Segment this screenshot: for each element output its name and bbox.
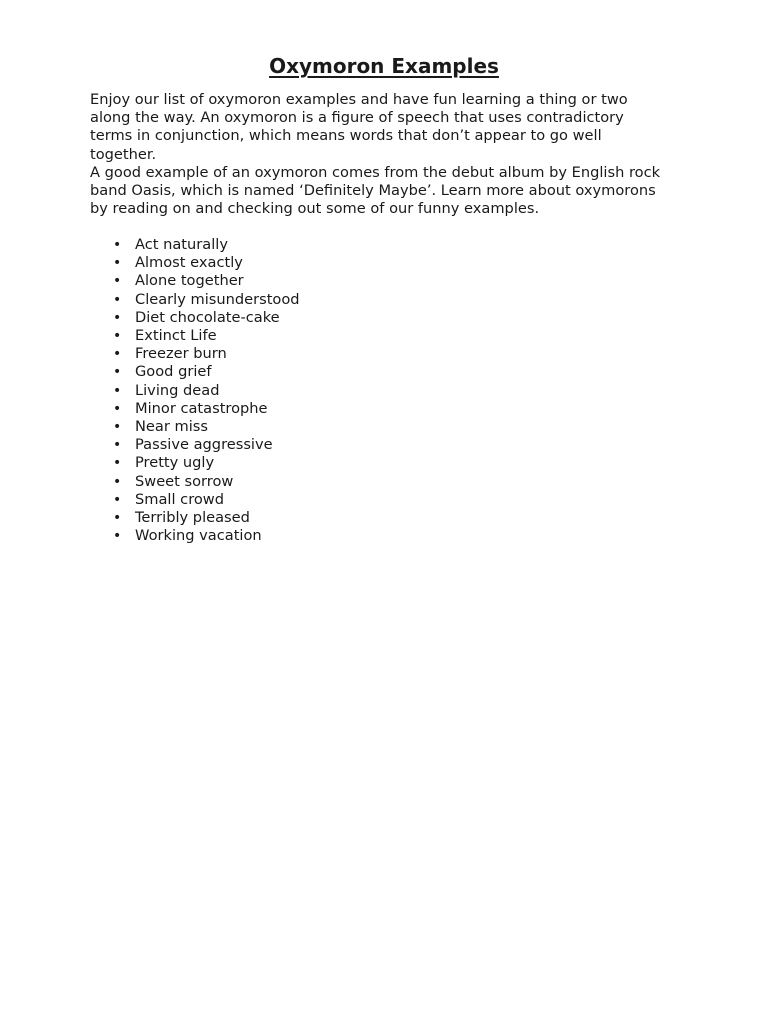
list-item [90,400,300,418]
list-item [90,327,300,345]
list-item-label: Passive aggressive [135,436,273,454]
list-item-label: Small crowd [135,490,225,508]
list-item-label: Living dead [135,381,220,399]
list-item-label: Act naturally [135,236,228,253]
list-item-label: Diet chocolate-cake [135,308,280,326]
list-item-label: Extinct Life [135,327,217,345]
list-item [90,491,300,509]
list-item-label: Sweet sorrow [135,472,234,490]
list-item [90,454,300,472]
bullet-icon: • [113,346,122,363]
bullet-icon: • [113,455,122,472]
bullet-icon: • [113,382,122,399]
list-item [90,363,300,381]
bullet-icon: • [113,255,122,272]
list-item-label: Good grief [135,363,212,381]
list-item [90,291,300,309]
bullet-icon: • [113,510,122,527]
list-item [90,382,300,400]
bullet-icon: • [113,291,122,308]
list-item [90,418,300,436]
list-item [90,236,300,254]
list-item [90,509,300,527]
list-item [90,345,300,363]
list-item-label: Almost exactly [135,254,243,272]
list-item-label: Working vacation [135,527,262,545]
list-item-label: Near miss [135,418,208,436]
bullet-icon: • [113,237,122,253]
list-item-label: Freezer burn [135,345,227,363]
list-item-label: Pretty ugly [135,454,215,472]
intro-text [90,91,670,218]
bullet-icon: • [113,419,122,436]
bullet-icon: • [113,473,122,490]
list-item [90,309,300,327]
list-item [90,272,300,290]
list-item [90,473,300,491]
list-item [90,254,300,272]
list-item-label: Terribly pleased [135,509,250,527]
bullet-icon: • [113,309,122,326]
examples-list [90,236,300,545]
list-item-label: Alone together [135,272,244,290]
bullet-icon: • [113,273,122,290]
list-item-label: Clearly misunderstood [135,290,300,308]
bullet-icon: • [113,400,122,417]
bullet-icon: • [113,328,122,345]
oasis-paragraph: A good example of an oxymoron comes from the debut album by English rock band Oasis, which is named ‘Definitely Maybe’. Learn more about oxymorons by reading on and checking out some of our funny examples. [90,163,661,218]
page-title: Oxymoron Examples [269,54,499,78]
list-item-label: Minor catastrophe [135,399,268,417]
list-item [90,527,300,545]
bullet-icon: • [113,364,122,381]
list-item [90,436,300,454]
intro-paragraph: Enjoy our list of oxymoron examples and have fun learning a thing or two along the way. An oxymoron is a figure of speech that uses contradictory terms in conjunction, which means words that don’t appear to go well together. [90,91,628,163]
bullet-icon: • [113,491,122,508]
bullet-icon: • [113,437,122,454]
bullet-icon: • [113,528,122,545]
